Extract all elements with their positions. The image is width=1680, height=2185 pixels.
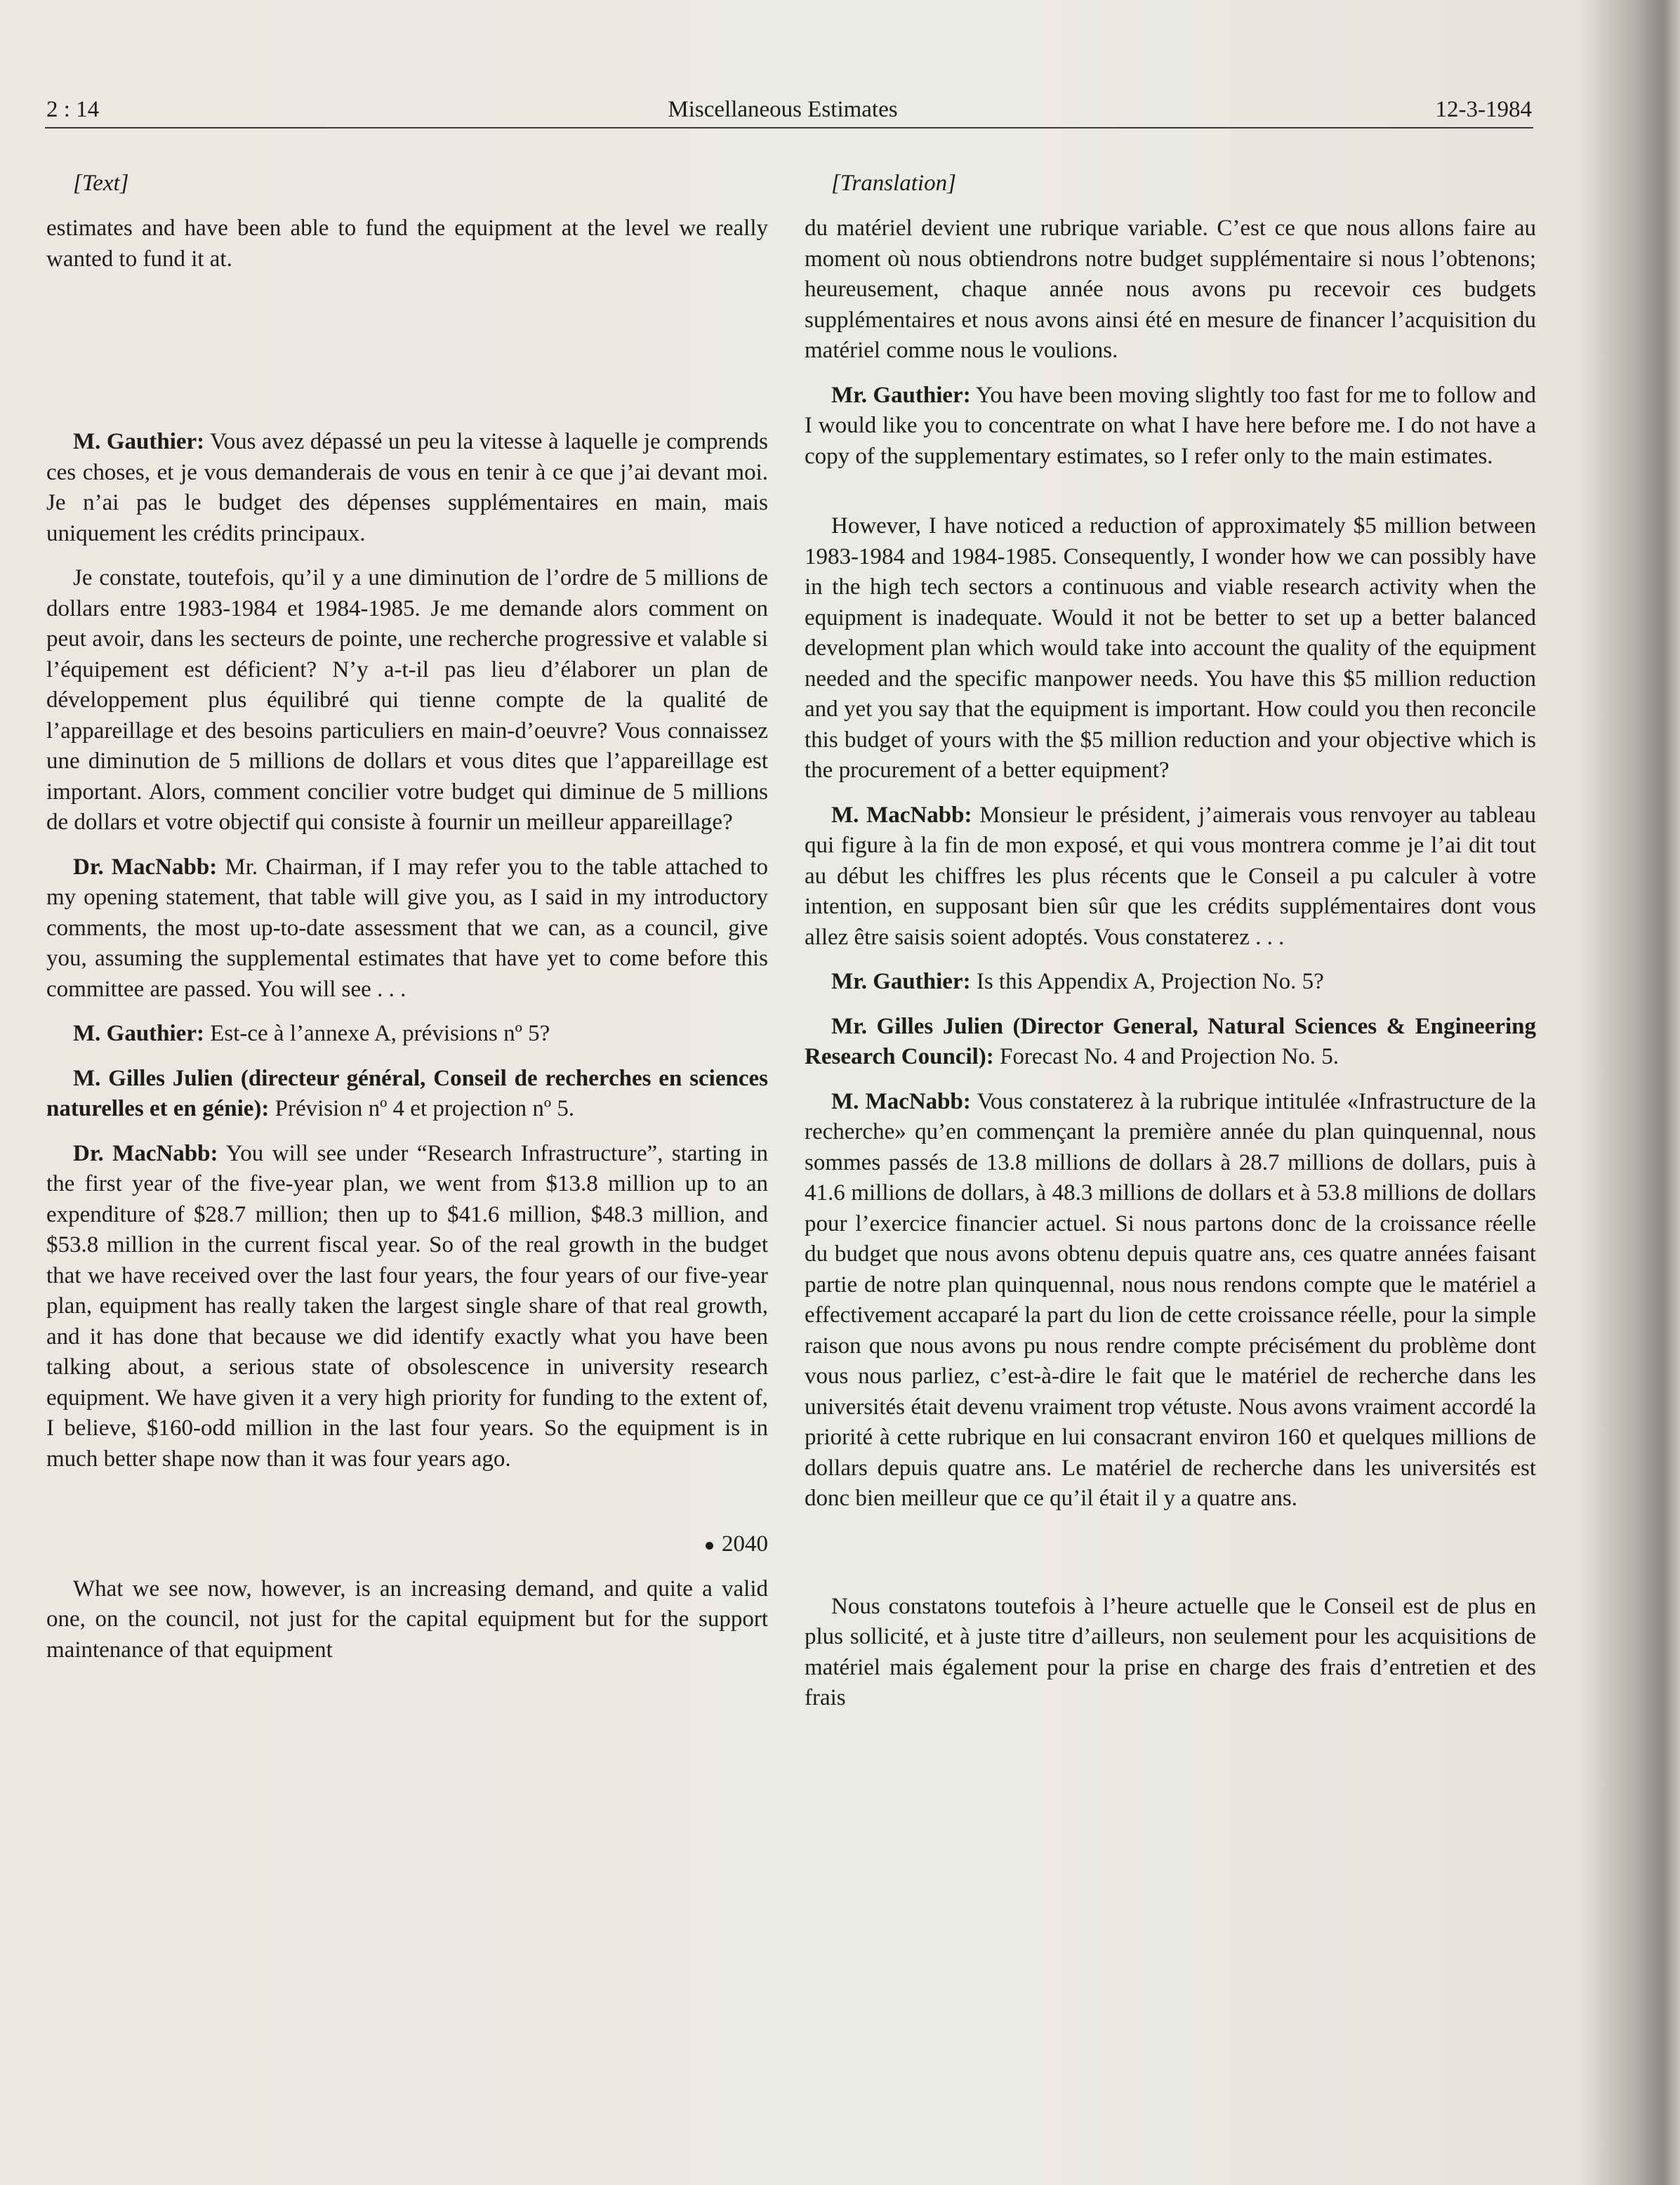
- speaker-name: M. Gauthier:: [73, 429, 205, 454]
- speech-text: You will see under “Research Infrastructure”, starting in the first year of the five-year plan, we went from $13.8 million up to an expenditure of $28.7 million; then up to $41.6 million, $48.3 million, and $53.8 million in the current fiscal year. So of the real growth in the budget that we have received over the last four years, the four years of our five-year plan, equipment has really taken the largest single share of that real growth, and it has done that because we did identify exactly what you have been talking about, a serious state of obsolescence in university research equipment. We have given it a very high priority for funding to the extent of, I believe, $160-odd million in the last four years. So the equipment is in much better shape now than it was four years ago.: [46, 1140, 768, 1472]
- speech-text: Mr. Chairman, if I may refer you to the table attached to my opening statement, that table will give you, as I said in my introductory comments, the most up-to-date assessment that we can, as a council, give you, assuming the supplemental estimates that have yet to come before this committee are passed. You will see . . .: [46, 854, 768, 1002]
- header-rule: [45, 127, 1533, 128]
- bullet-icon: [706, 1542, 713, 1550]
- speech-text: Vous constaterez à la rubrique intitulée «Infrastructure de la recherche» qu’en commençant la première année du plan quinquennal, nous sommes passés de 13.8 millions de dollars à 28.7 millions de dollars, puis à 41.6 millions de dollars, à 48.3 millions de dollars et à 53.8 millions de dollars pour l’exercice financier actuel. Si nous partons donc de la croissance réelle du budget que nous avons obtenu depuis quatre ans, ces quatre années faisant partie de notre plan quinquennal, nous nous rendons compte que le matériel a effectivement accaparé la part du lion de cette croissance réelle, pour la simple raison que nous avons pu nous rendre compte précisément du problème dont vous nous parliez, c’est-à-dire le fait que le matériel de recherche dans les universités était devenu vraiment trop vétuste. Nous avons vraiment accordé la priorité à cette rubrique en lui consacrant environ 160 et quelques millions de dollars depuis quatre ans. Le matériel de recherche dans les universités est donc bien meilleur que ce qu’il était il y a quatre ans.: [805, 1088, 1537, 1511]
- speaker-name: M. MacNabb:: [831, 802, 972, 828]
- speaker-name: Mr. Gilles Julien (Director General, Natural Sciences & Engineering Research Council):: [805, 1013, 1536, 1069]
- speech-paragraph: [46, 852, 768, 1005]
- speech-text: Is this Appendix A, Projection No. 5?: [970, 969, 1324, 994]
- speaker-name: Mr. Gauthier:: [831, 969, 971, 994]
- spacer: [805, 486, 1536, 511]
- column-english-original: [46, 167, 768, 1679]
- header-date: 12-3-1984: [1435, 97, 1532, 122]
- column-translation: [805, 167, 1536, 1728]
- speech-paragraph: [46, 1019, 768, 1050]
- paragraph: Je constate, toutefois, qu’il y a une diminution de l’ordre de 5 millions de dollars entre 1983-1984 et 1984-1985. Je me demande alors comment on peut avoir, dans les secteurs de pointe, une recherche progressive et valable si l’équipement est déficient? N’y a-t-il pas lieu d’élaborer un plan de développement plus équilibré qui tienne compte de la qualité de l’appareillage et des besoins particuliers en main-d’oeuvre? Vous connaissez une diminution de 5 millions de dollars et vous dites que l’appareillage est important. Alors, comment concilier votre budget qui diminue de 5 millions de dollars et votre objectif qui consiste à fournir un meilleur appareillage?: [46, 565, 768, 835]
- speaker-name: M. Gilles Julien (directeur général, Conseil de recherches en sciences naturelles et en génie):: [46, 1065, 768, 1121]
- speech-paragraph: [46, 427, 768, 549]
- speech-text: Forecast No. 4 and Projection No. 5.: [993, 1044, 1340, 1069]
- speaker-name: Dr. MacNabb:: [73, 1140, 218, 1166]
- speech-text: Monsieur le président, j’aimerais vous renvoyer au tableau qui figure à la fin de mon exposé, et qui vous montrera comme je l’ai dit tout au début les chiffres les plus récents que le Conseil a pu calculer à votre intention, en supposant bien sûr que les crédits supplémentaires dont vous allez être saisis soient adoptés. Vous constaterez . . .: [805, 802, 1537, 950]
- time-marker-value: 2040: [722, 1531, 768, 1557]
- speech-paragraph: [805, 800, 1536, 953]
- paragraph: estimates and have been able to fund the equipment at the level we really wanted to fund it at.: [46, 216, 768, 272]
- speech-paragraph: [46, 1064, 768, 1125]
- speech-paragraph: [805, 1087, 1536, 1514]
- speech-paragraph: [805, 967, 1536, 998]
- speech-text: You have been moving slightly too fast for me to follow and I would like you to concentrate on what I have here before me. I do not have a copy of the supplementary estimates, so I refer only to the main estimates.: [805, 382, 1536, 469]
- speaker-name: M. Gauthier:: [73, 1021, 204, 1046]
- speech-paragraph: [46, 1139, 768, 1475]
- speech-text: Vous avez dépassé un peu la vitesse à laquelle je comprends ces choses, et je vous demanderais de vous en tenir à ce que j’ai devant moi. Je n’ai pas le budget des dépenses supplémentaires en main, mais uniquement les crédits principaux.: [46, 429, 768, 546]
- speaker-name: Mr. Gauthier:: [831, 382, 971, 408]
- column-label: [Translation]: [831, 171, 956, 196]
- paragraph: du matériel devient une rubrique variable. C’est ce que nous allons faire au moment où nous obtiendrons notre budget supplémentaire si nous l’obtenons; heureusement, chaque année nous avons pu recevoir ces budgets supplémentaires et nous avons ainsi été en mesure de financer l’acquisition du matériel comme nous le voulions.: [805, 216, 1536, 363]
- spacer: [46, 289, 768, 427]
- paragraph: Nous constatons toutefois à l’heure actuelle que le Conseil est de plus en plus sollicité, et à juste titre d’ailleurs, non seulement pour les acquisitions de matériel mais également pour la prise en charge des frais d’entretien et des frais: [805, 1593, 1536, 1710]
- speaker-name: M. MacNabb:: [831, 1088, 971, 1114]
- spacer: [46, 1488, 768, 1529]
- paragraph: However, I have noticed a reduction of approximately $5 million between 1983-1984 and 1984-1985. Consequently, I wonder how we can possibly have in the high tech sectors a continuous and viable research activity when the equipment is inadequate. Would it not be better to set up a better balanced development plan which would take into account the quality of the equipment needed and the specific manpower needs. You have this $5 million reduction and yet you say that the equipment is important. How could you then reconcile this budget of yours with the $5 million reduction and your objective which is the procurement of a better equipment?: [805, 513, 1536, 783]
- paragraph: What we see now, however, is an increasing demand, and quite a valid one, on the council, not just for the capital equipment but for the support maintenance of that equipment: [46, 1576, 768, 1663]
- running-title: Miscellaneous Estimates: [668, 97, 898, 122]
- speech-text: Prévision nº 4 et projection nº 5.: [269, 1096, 575, 1121]
- page-number: 2 : 14: [46, 97, 100, 122]
- speaker-name: Dr. MacNabb:: [73, 854, 218, 880]
- speech-paragraph: [805, 381, 1536, 473]
- speech-text: Est-ce à l’annexe A, prévisions nº 5?: [204, 1021, 550, 1046]
- column-label: [Text]: [73, 171, 129, 196]
- spacer: [805, 1529, 1536, 1592]
- speech-paragraph: [805, 1012, 1536, 1073]
- time-marker: [46, 1529, 768, 1560]
